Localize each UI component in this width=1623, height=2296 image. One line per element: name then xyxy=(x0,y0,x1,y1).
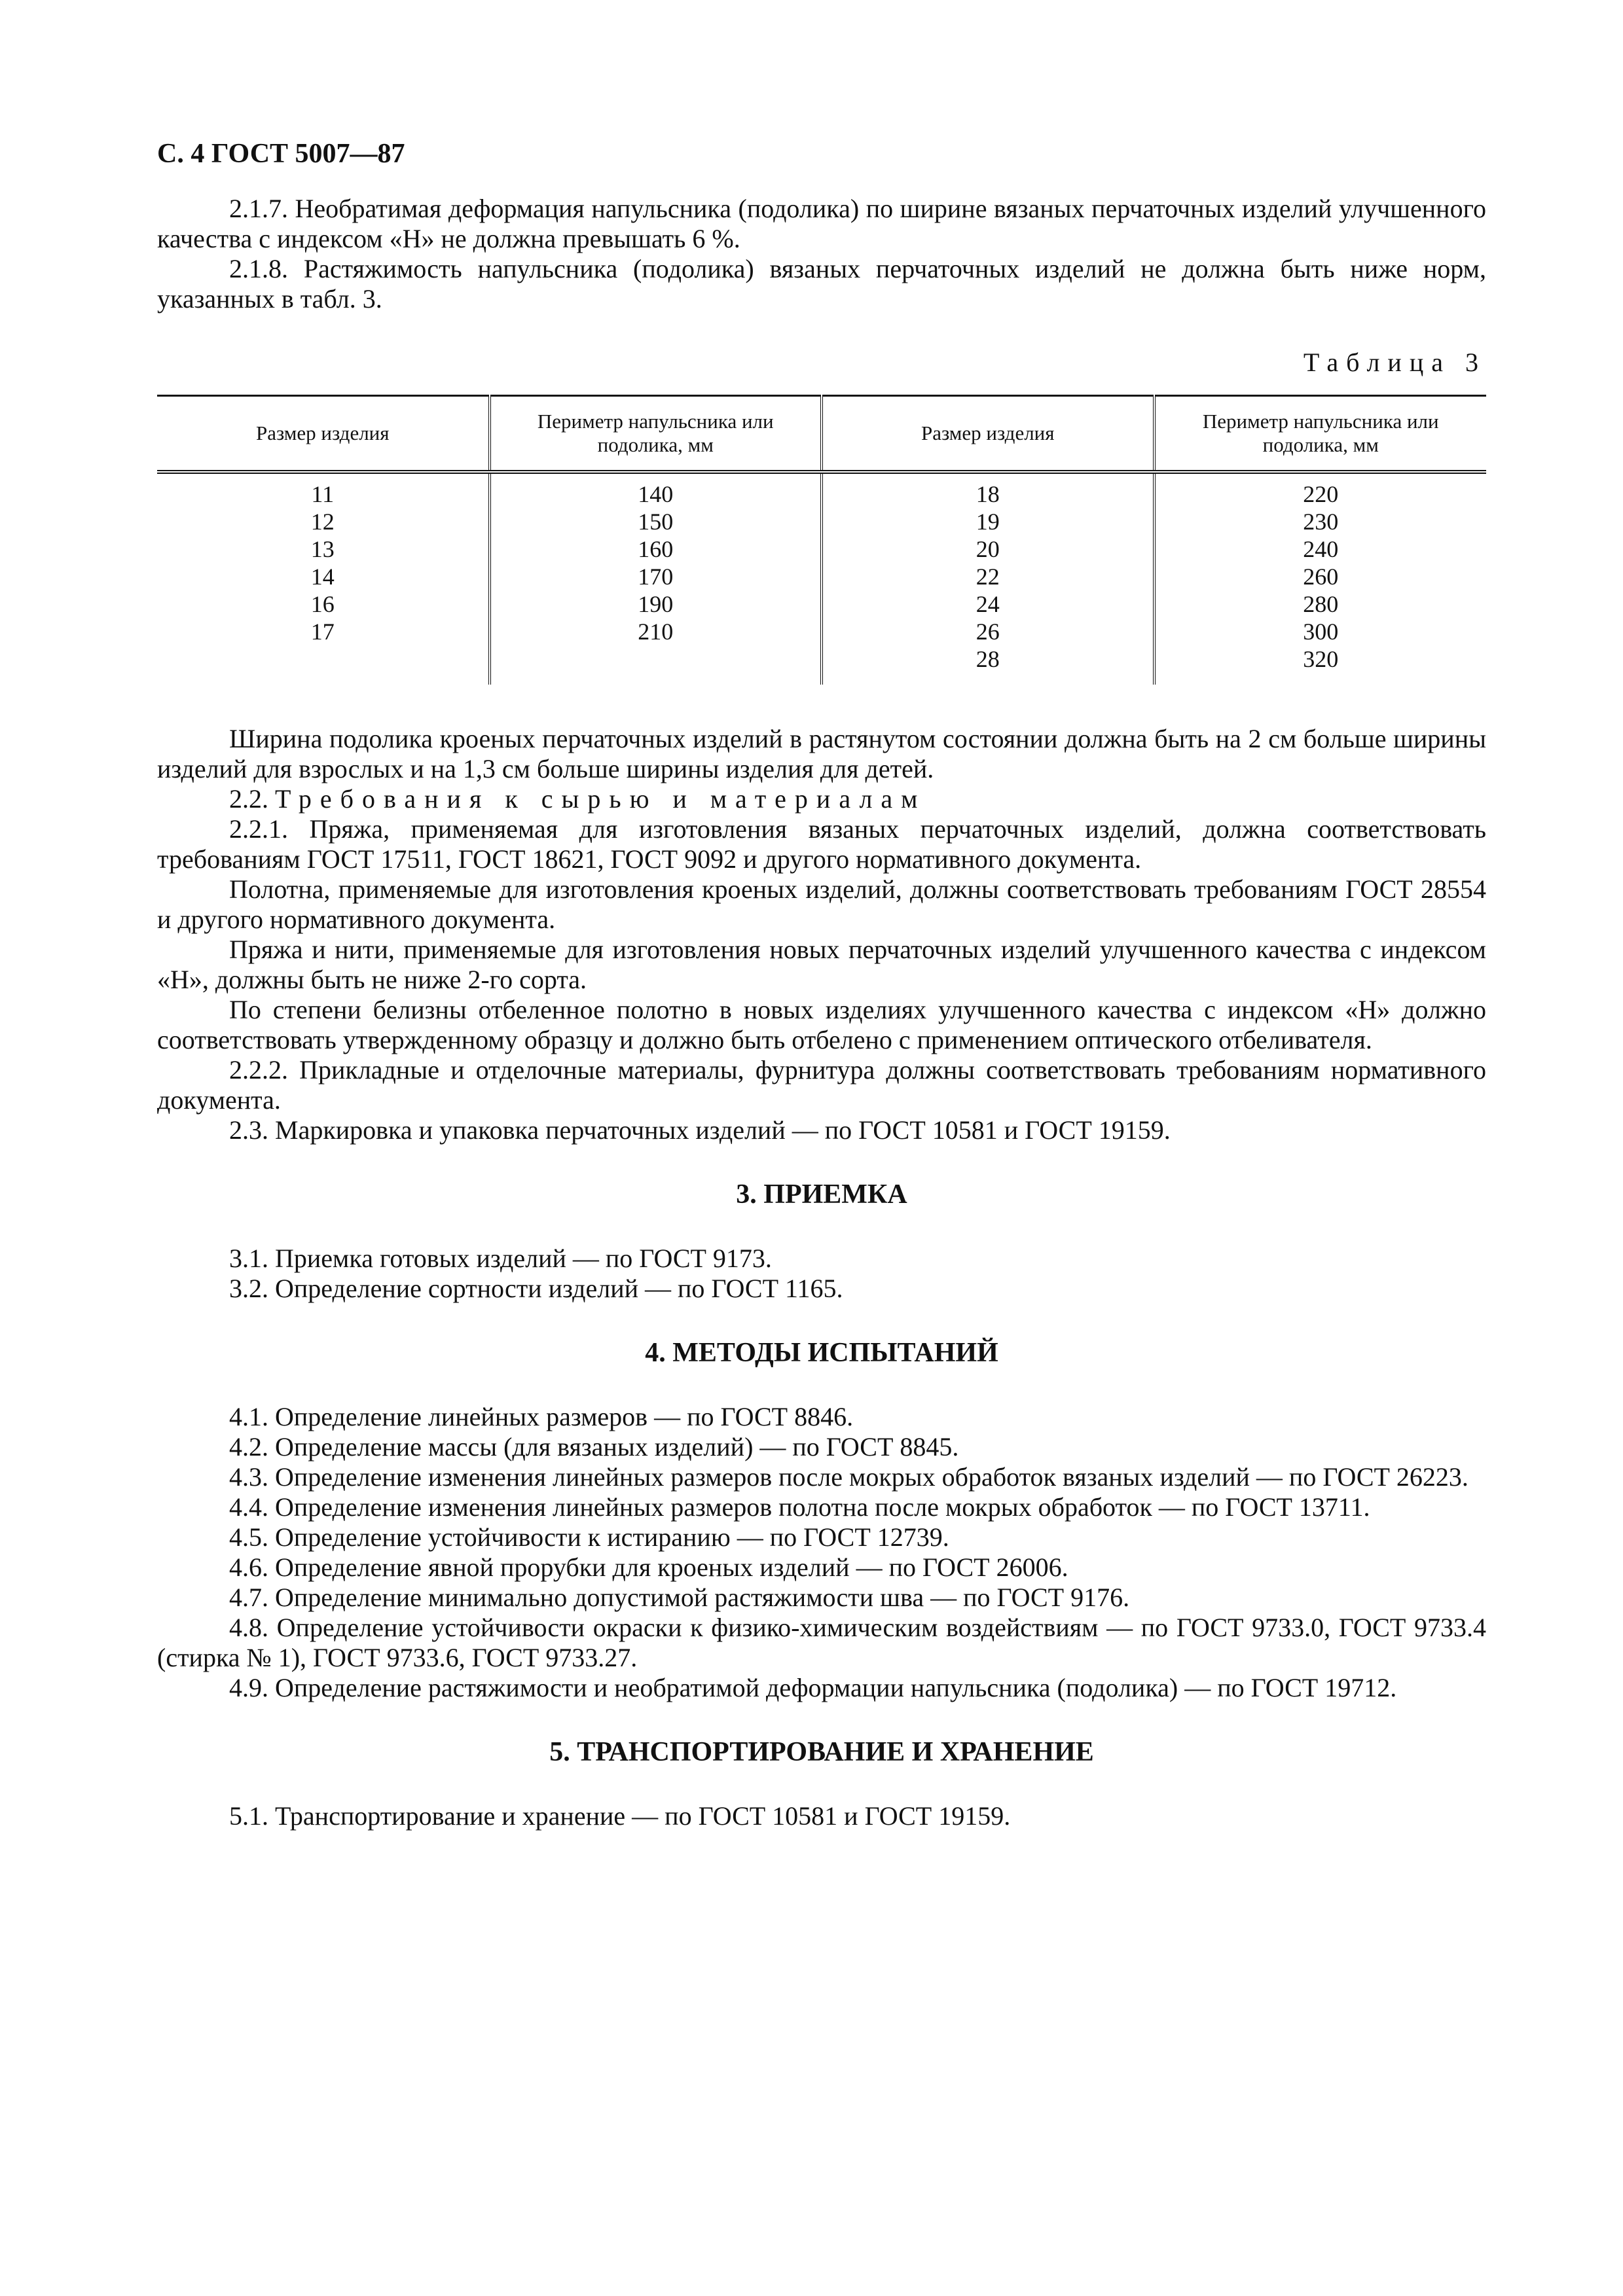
table-cell: 12 xyxy=(310,509,335,535)
table-cell: 24 xyxy=(976,591,1000,617)
paragraph-fabrics: Полотна, применяемые для изготовления кроеных изделий, должны соответствовать требованиям ГОСТ 28554 и другого нормативного документа. xyxy=(157,874,1486,934)
paragraph-4-9: 4.9. Определение растяжимости и необратимой деформации напульсника (подолика) — по ГОСТ 19712. xyxy=(229,1673,1397,1702)
table-cell: 190 xyxy=(638,591,674,617)
table-cell: 260 xyxy=(1303,564,1339,590)
section-5-title: 5. ТРАНСПОРТИРОВАНИЕ И ХРАНЕНИЕ xyxy=(549,1737,1094,1767)
table-cell: 160 xyxy=(638,536,674,562)
table-cell: 19 xyxy=(976,509,1000,535)
header-perimeter-1: Периметр напульсника или подолика, мм xyxy=(490,396,822,473)
table-cell: 18 xyxy=(976,481,1000,507)
paragraph-4-3: 4.3. Определение изменения линейных размеров после мокрых обработок вязаных изделий — по ГОСТ 26223. xyxy=(229,1462,1468,1492)
paragraph-4-5: 4.5. Определение устойчивости к истиранию — по ГОСТ 12739. xyxy=(229,1522,949,1552)
table-cell: 150 xyxy=(638,509,674,535)
table-cell: 28 xyxy=(976,646,1000,672)
table-cell: 26 xyxy=(976,619,1000,645)
paragraph-4-8: 4.8. Определение устойчивости окраски к физико-химическим воздействиям — по ГОСТ 9733.0, ГОСТ 9733.4 (стирка № 1), ГОСТ 9733.6, ГОСТ 9733.27. xyxy=(157,1613,1486,1672)
document-page xyxy=(157,98,1486,1831)
paragraph-2-1-7: 2.1.7. Необратимая деформация напульсника (подолика) по ширине вязаных перчаточных изделий улучшенного качества с индексом «Н» не должна превышать 6 %. xyxy=(157,194,1486,253)
table-cell: 16 xyxy=(310,591,335,617)
header-size-2: Размер изделия xyxy=(822,396,1154,473)
column-perimeter-2 xyxy=(1154,472,1487,685)
paragraph-4-1: 4.1. Определение линейных размеров — по ГОСТ 8846. xyxy=(229,1402,854,1431)
column-size-2 xyxy=(822,472,1154,685)
paragraph-2-3: 2.3. Маркировка и упаковка перчаточных изделий — по ГОСТ 10581 и ГОСТ 19159. xyxy=(229,1115,1171,1145)
table-cell: 300 xyxy=(1303,619,1339,645)
paragraph-3-1: 3.1. Приемка готовых изделий — по ГОСТ 9173. xyxy=(229,1244,772,1273)
table-cell: 22 xyxy=(976,564,1000,590)
header-perimeter-2: Периметр напульсника или подолика, мм xyxy=(1154,396,1487,473)
table-cell: 20 xyxy=(976,536,1000,562)
table-body-row xyxy=(157,472,1486,685)
page-header: С. 4 ГОСТ 5007—87 xyxy=(157,139,405,169)
paragraph-3-2: 3.2. Определение сортности изделий — по ГОСТ 1165. xyxy=(229,1274,843,1303)
paragraph-2-1-8: 2.1.8. Растяжимость напульсника (подолика) вязаных перчаточных изделий не должна быть ниже норм, указанных в табл. 3. xyxy=(157,254,1486,314)
table-cell: 17 xyxy=(310,619,335,645)
paragraph-2-2-1: 2.2.1. Пряжа, применяемая для изготовления вязаных перчаточных изделий, должна соответствовать требованиям ГОСТ 17511, ГОСТ 18621, ГОСТ 9092 и другого нормативного документа. xyxy=(157,814,1486,874)
paragraph-width-note: Ширина подолика кроеных перчаточных изделий в растянутом состоянии должна быть на 2 см больше ширины изделий для взрослых и на 1,3 см больше ширины изделия для детей. xyxy=(157,724,1486,783)
subsection-number: 2.2. xyxy=(229,784,268,814)
paragraph-4-4: 4.4. Определение изменения линейных размеров полотна после мокрых обработок — по ГОСТ 13711. xyxy=(229,1492,1370,1522)
table-cell: 240 xyxy=(1303,536,1339,562)
paragraph-4-6: 4.6. Определение явной прорубки для кроеных изделий — по ГОСТ 26006. xyxy=(229,1552,1068,1582)
table-cell: 170 xyxy=(638,564,674,590)
paragraph-5-1: 5.1. Транспортирование и хранение — по ГОСТ 10581 и ГОСТ 19159. xyxy=(229,1801,1011,1831)
table-cell: 11 xyxy=(311,481,335,507)
perimeter-table xyxy=(157,395,1486,685)
column-perimeter-1 xyxy=(490,472,822,685)
table-cell: 280 xyxy=(1303,591,1339,617)
paragraph-yarn-grade: Пряжа и нити, применяемые для изготовления новых перчаточных изделий улучшенного качества с индексом «Н», должны быть не ниже 2-го сорта. xyxy=(157,935,1486,994)
paragraph-2-2-2: 2.2.2. Прикладные и отделочные материалы, фурнитура должны соответствовать требованиям нормативного документа. xyxy=(157,1055,1486,1115)
table-header-row xyxy=(157,396,1486,473)
section-3-title: 3. ПРИЕМКА xyxy=(736,1179,907,1210)
table-cell: 210 xyxy=(638,619,674,645)
table-cell: 220 xyxy=(1303,481,1339,507)
table-cell: 140 xyxy=(638,481,674,507)
paragraph-whiteness: По степени белизны отбеленное полотно в новых изделиях улучшенного качества с индексом «Н» должно соответствовать утвержденному образцу и должно быть отбелено с применением оптического отбеливателя. xyxy=(157,995,1486,1054)
table-cell: 13 xyxy=(310,536,335,562)
header-size-1: Размер изделия xyxy=(157,396,490,473)
table-cell: 320 xyxy=(1303,646,1339,672)
column-size-1 xyxy=(157,472,490,685)
table-cell: 230 xyxy=(1303,509,1339,535)
section-4-title: 4. МЕТОДЫ ИСПЫТАНИЙ xyxy=(645,1338,998,1368)
table-caption: Таблица 3 xyxy=(1303,348,1486,377)
subsection-title: Требования к сырью и материалам xyxy=(275,784,926,814)
paragraph-4-2: 4.2. Определение массы (для вязаных изделий) — по ГОСТ 8845. xyxy=(229,1432,959,1462)
table-cell: 14 xyxy=(310,564,335,590)
paragraph-4-7: 4.7. Определение минимально допустимой растяжимости шва — по ГОСТ 9176. xyxy=(229,1583,1130,1612)
subsection-heading-2-2 xyxy=(157,784,1486,814)
